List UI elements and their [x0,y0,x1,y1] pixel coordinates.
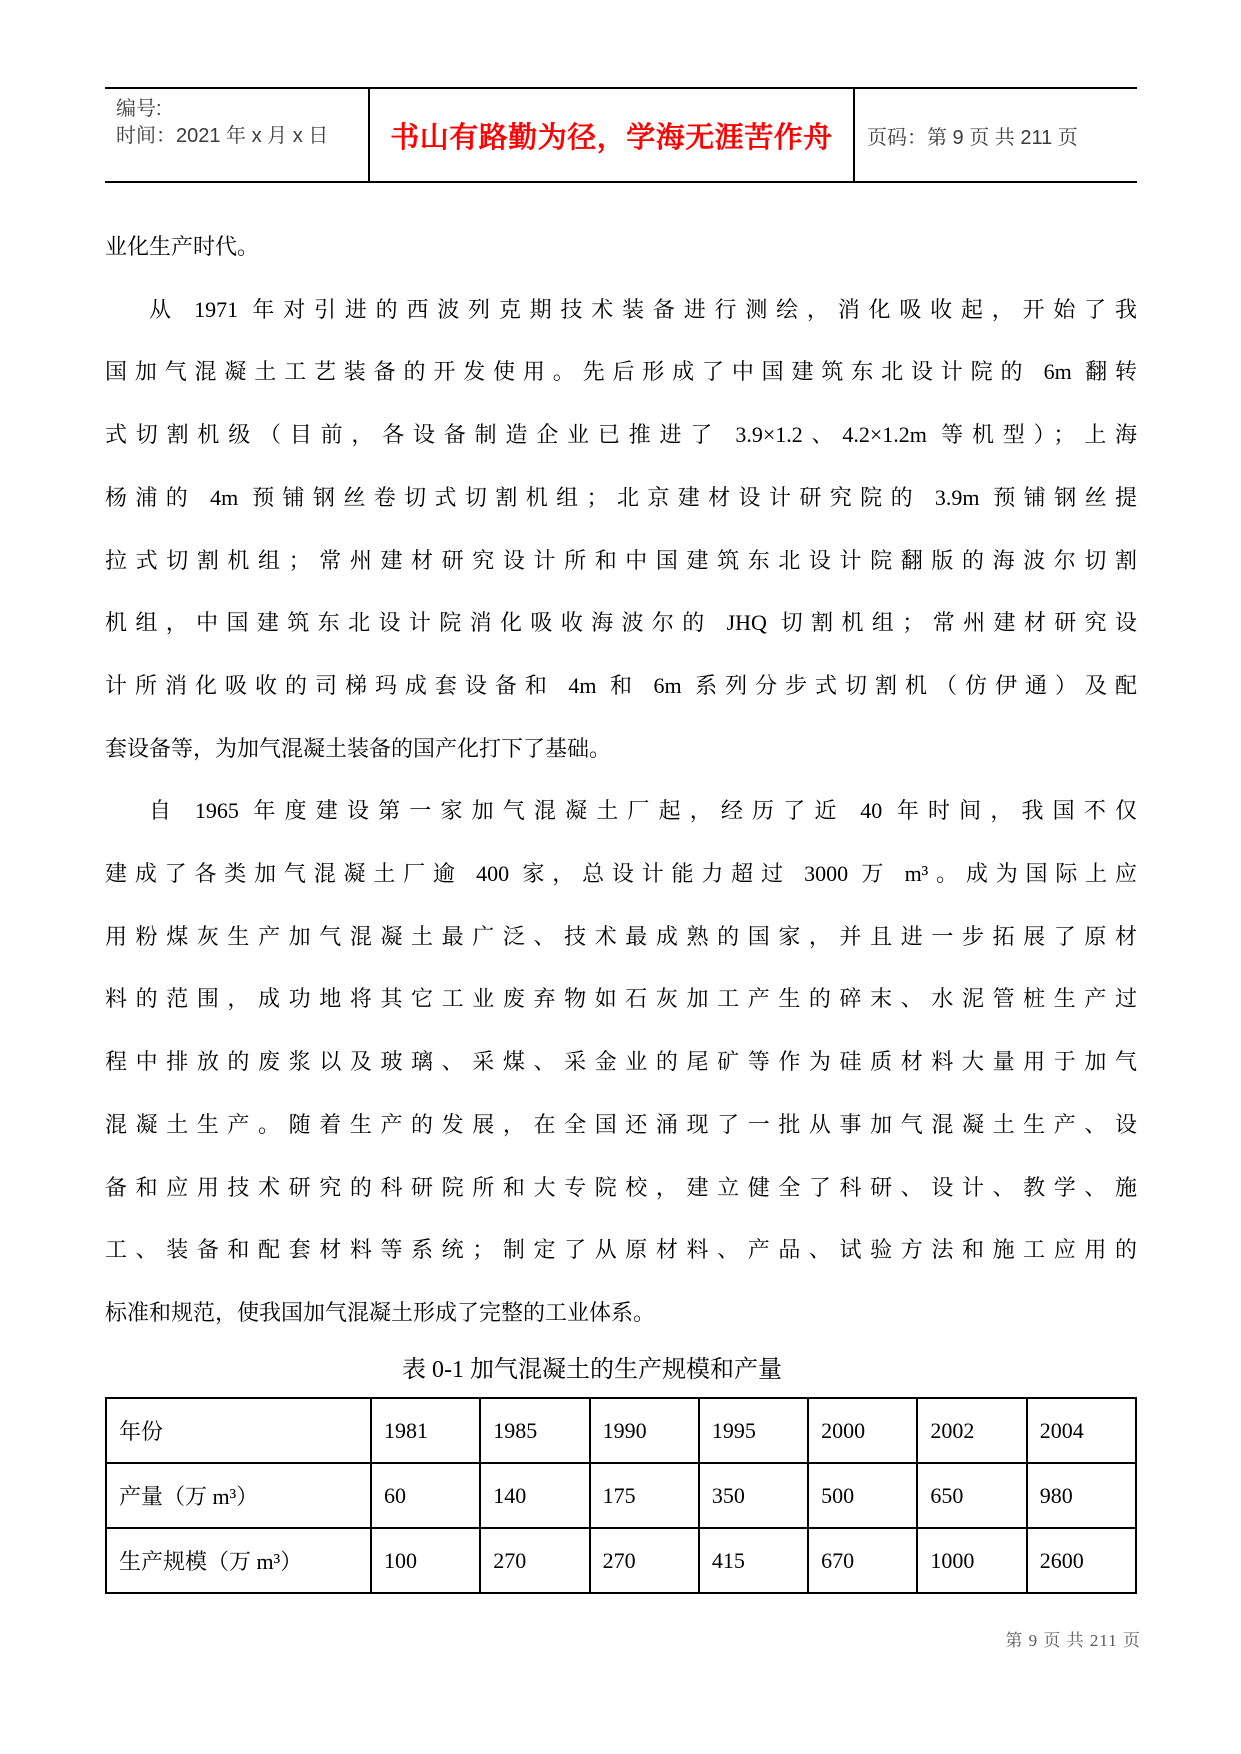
table-cell: 2600 [1027,1528,1136,1593]
table-cell: 年份 [106,1398,371,1463]
table-cell: 140 [480,1463,589,1528]
table-cell: 670 [808,1528,917,1593]
body-line: 备和应用技术研究的科研院所和大专院校，建立健全了科研、设计、教学、施 [105,1174,1137,1200]
body-line: 计所消化吸收的司梯玛成套设备和 4m 和 6m 系列分步式切割机（仿伊通）及配 [105,672,1137,698]
table-cell: 650 [917,1463,1026,1528]
table-cell: 2004 [1027,1398,1136,1463]
table-cell: 1981 [371,1398,480,1463]
body-line: 拉式切割机组；常州建材研究设计所和中国建筑东北设计院翻版的海波尔切割 [105,547,1137,573]
body-text [105,216,1137,1345]
table-row-capacity [106,1528,1136,1593]
body-line: 式切割机级（目前，各设备制造企业已推进了 3.9×1.2、4.2×1.2m 等机型）；上海 [105,422,1137,448]
body-line: 建成了各类加气混凝土厂逾 400 家，总设计能力超过 3000 万 m³。成为国际上应 [105,861,1137,887]
body-line: 杨浦的 4m 预铺钢丝卷切式切割机组；北京建材设计研究院的 3.9m 预铺钢丝提 [105,484,1137,510]
table-cell: 175 [590,1463,699,1528]
table-cell: 1990 [590,1398,699,1463]
table-cell: 2002 [917,1398,1026,1463]
table-row-years [106,1398,1136,1463]
body-line: 自 1965 年度建设第一家加气混凝土厂起，经历了近 40 年时间，我国不仅 [149,798,1137,824]
body-line: 标准和规范，使我国加气混凝土形成了完整的工业体系。 [105,1299,656,1325]
table-cell: 980 [1027,1463,1136,1528]
body-line: 机组，中国建筑东北设计院消化吸收海波尔的 JHQ 切割机组；常州建材研究设 [105,610,1137,636]
header-cell-left [105,89,368,181]
production-table [105,1397,1137,1594]
table-cell: 270 [480,1528,589,1593]
header-cell-motto [368,89,853,181]
table-cell: 415 [699,1528,808,1593]
table-cell: 350 [699,1463,808,1528]
table-cell: 产量（万 m³） [106,1463,371,1528]
page-header-table [105,87,1137,183]
body-line: 业化生产时代。 [105,234,260,259]
body-line: 混凝土生产。随着生产的发展，在全国还涌现了一批从事加气混凝土生产、设 [105,1111,1137,1137]
table-cell: 1985 [480,1398,589,1463]
table-row-output [106,1463,1136,1528]
table-cell: 270 [590,1528,699,1593]
body-line: 料的范围，成功地将其它工业废弃物如石灰加工产生的碎末、水泥管桩生产过 [105,986,1137,1012]
body-line: 工、装备和配套材料等系统；制定了从原材料、产品、试验方法和施工应用的 [105,1237,1137,1263]
body-line: 套设备等，为加气混凝土装备的国产化打下了基础。 [105,735,612,761]
body-line: 用粉煤灰生产加气混凝土最广泛、技术最成熟的国家，并且进一步拓展了原材 [105,923,1137,949]
table-cell: 500 [808,1463,917,1528]
header-cell-page [853,89,1137,181]
table-caption: 表 0-1 加气混凝土的生产规模和产量 [402,1357,782,1383]
body-line: 从 1971 年对引进的西波列克期技术装备进行测绘，消化吸收起，开始了我 [149,296,1137,322]
body-line: 国加气混凝土工艺装备的开发使用。先后形成了中国建筑东北设计院的 6m 翻转 [105,359,1137,385]
footer-page-number: 第 9 页 共 211 页 [1005,1631,1141,1650]
table-cell: 1000 [917,1528,1026,1593]
motto-text: 书山有路勤为径，学海无涯苦作舟 [390,121,833,154]
table-cell: 生产规模（万 m³） [106,1528,371,1593]
doc-number-label: 编号: [116,98,162,120]
table-cell: 1995 [699,1398,808,1463]
body-line: 程中排放的废浆以及玻璃、采煤、采金业的尾矿等作为硅质材料大量用于加气 [105,1049,1137,1075]
doc-date-label: 时间：2021 年 x 月 x 日 [116,125,329,147]
table-cell: 60 [371,1463,480,1528]
table-cell: 100 [371,1528,480,1593]
page-number-label: 页码：第 9 页 共 211 页 [867,126,1078,149]
table-cell: 2000 [808,1398,917,1463]
